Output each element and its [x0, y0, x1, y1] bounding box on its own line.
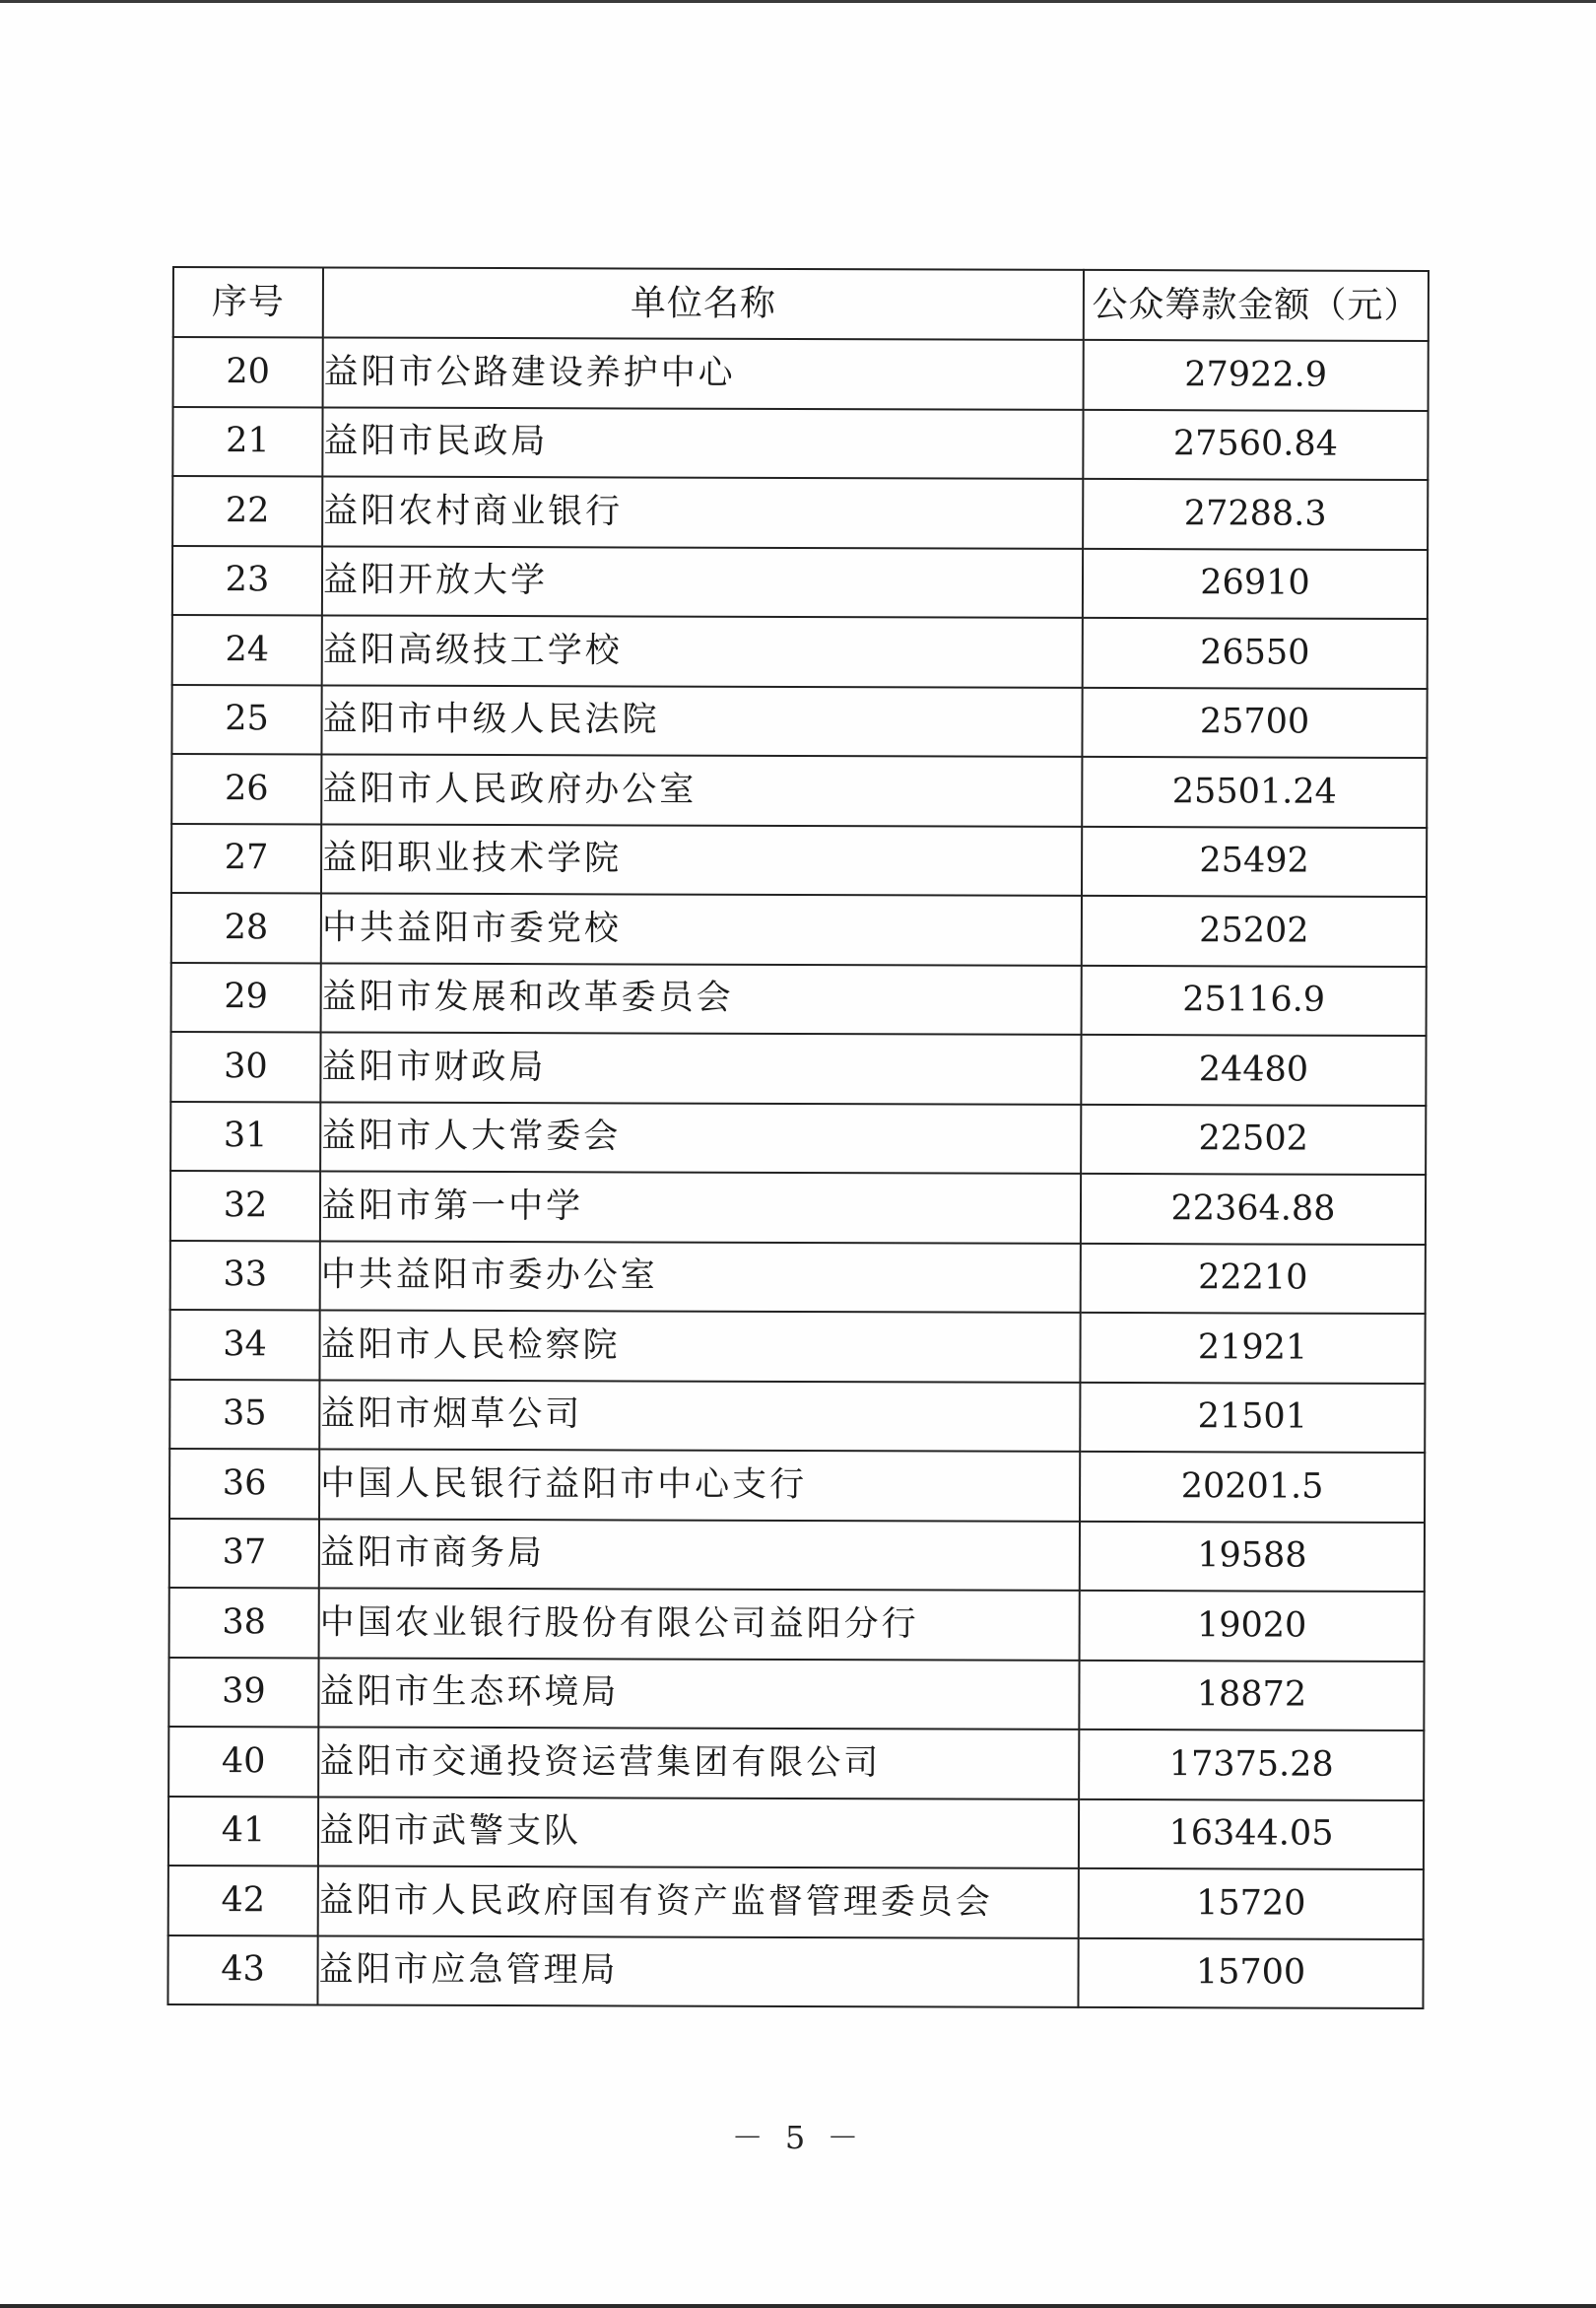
row-donation-amount: 21501: [1080, 1382, 1425, 1453]
row-unit-name: 益阳市应急管理局: [317, 1935, 1078, 2007]
row-serial-number: 20: [173, 337, 323, 407]
row-unit-name: 益阳市人民政府国有资产监督管理委员会: [318, 1866, 1079, 1937]
row-serial-number: 28: [171, 893, 321, 963]
table-row: [168, 1866, 1424, 1939]
row-unit-name: 益阳市交通投资运营集团有限公司: [318, 1727, 1079, 1799]
row-donation-amount: 16344.05: [1079, 1799, 1424, 1869]
row-donation-amount: 15720: [1079, 1868, 1424, 1939]
row-serial-number: 22: [172, 476, 322, 546]
row-serial-number: 30: [170, 1032, 320, 1102]
row-serial-number: 43: [167, 1935, 317, 2004]
row-unit-name: 益阳市生态环境局: [318, 1658, 1079, 1730]
row-serial-number: 37: [169, 1518, 319, 1588]
table-row: [171, 893, 1427, 967]
scan-bottom-edge: [0, 2304, 1596, 2308]
table-row: [169, 1588, 1425, 1662]
row-serial-number: 23: [172, 546, 322, 616]
row-donation-amount: 26910: [1083, 548, 1428, 619]
scan-top-edge: [0, 0, 1596, 3]
row-unit-name: 中共益阳市委办公室: [320, 1241, 1081, 1313]
table-row: [172, 615, 1428, 689]
row-donation-amount: 25700: [1082, 687, 1427, 758]
donation-table: [166, 266, 1430, 2009]
table-row: [173, 337, 1429, 411]
table-row: [170, 1171, 1426, 1245]
table-row: [169, 1310, 1425, 1384]
row-serial-number: 34: [169, 1310, 319, 1380]
row-donation-amount: 26550: [1083, 618, 1428, 689]
table-row: [172, 476, 1428, 550]
table-row: [171, 824, 1427, 898]
table-row: [169, 1379, 1425, 1453]
row-donation-amount: 22364.88: [1081, 1174, 1426, 1245]
table-row: [171, 685, 1427, 759]
row-donation-amount: 19020: [1080, 1591, 1425, 1662]
row-unit-name: 益阳市武警支队: [318, 1797, 1079, 1868]
row-unit-name: 中共益阳市委党校: [321, 893, 1082, 965]
row-unit-name: 益阳市发展和改革委员会: [321, 963, 1082, 1035]
row-unit-name: 益阳市人民政府办公室: [321, 754, 1082, 826]
row-unit-name: 益阳市人民检察院: [319, 1310, 1080, 1382]
row-donation-amount: 25492: [1082, 826, 1427, 897]
row-donation-amount: 27560.84: [1083, 409, 1428, 480]
table-row: [168, 1657, 1424, 1731]
row-serial-number: 35: [169, 1379, 319, 1449]
row-donation-amount: 27288.3: [1083, 479, 1428, 550]
table-row: [169, 1449, 1425, 1523]
row-donation-amount: 22210: [1081, 1243, 1426, 1314]
table-row: [168, 1727, 1424, 1800]
row-serial-number: 24: [172, 615, 322, 685]
row-unit-name: 益阳市人大常委会: [320, 1102, 1081, 1174]
table-row: [170, 1240, 1426, 1314]
row-serial-number: 32: [170, 1171, 320, 1241]
row-unit-name: 中国农业银行股份有限公司益阳分行: [319, 1588, 1080, 1660]
page-number: － 5 －: [731, 2119, 865, 2156]
row-serial-number: 33: [170, 1240, 320, 1310]
row-donation-amount: 19588: [1080, 1521, 1425, 1592]
row-donation-amount: 20201.5: [1080, 1452, 1425, 1523]
row-donation-amount: 25501.24: [1082, 757, 1427, 828]
table-row: [172, 407, 1428, 481]
row-unit-name: 益阳市第一中学: [320, 1171, 1081, 1243]
row-unit-name: 益阳市商务局: [319, 1519, 1080, 1591]
row-unit-name: 益阳市民政局: [322, 407, 1083, 479]
header-unit-name: 单位名称: [323, 267, 1084, 339]
row-unit-name: 益阳高级技工学校: [322, 615, 1083, 687]
row-serial-number: 29: [171, 962, 321, 1032]
table-body: [167, 337, 1428, 2008]
table-row: [171, 754, 1427, 828]
row-donation-amount: 25116.9: [1082, 965, 1427, 1036]
row-donation-amount: 17375.28: [1079, 1730, 1424, 1800]
row-serial-number: 25: [171, 685, 321, 755]
row-serial-number: 41: [168, 1796, 318, 1866]
row-unit-name: 益阳市公路建设养护中心: [323, 337, 1084, 409]
row-serial-number: 31: [170, 1101, 320, 1171]
row-serial-number: 39: [168, 1657, 318, 1727]
row-donation-amount: 18872: [1079, 1660, 1424, 1731]
header-serial-number: 序号: [173, 267, 323, 337]
row-donation-amount: 21921: [1080, 1313, 1425, 1384]
table-header-row: [173, 267, 1429, 341]
table-row: [169, 1518, 1425, 1592]
row-serial-number: 42: [168, 1866, 318, 1935]
row-donation-amount: 15700: [1078, 1937, 1423, 2008]
table-row: [171, 962, 1427, 1036]
row-donation-amount: 27922.9: [1084, 340, 1429, 411]
row-unit-name: 益阳职业技术学院: [321, 824, 1082, 896]
row-unit-name: 益阳开放大学: [322, 546, 1083, 618]
table-row: [167, 1935, 1423, 2008]
table-row: [170, 1032, 1426, 1106]
row-unit-name: 益阳农村商业银行: [322, 476, 1083, 548]
row-donation-amount: 25202: [1082, 896, 1427, 967]
row-unit-name: 益阳市中级人民法院: [321, 685, 1082, 757]
row-serial-number: 40: [168, 1727, 318, 1797]
row-serial-number: 26: [171, 754, 321, 824]
table-row: [168, 1796, 1424, 1869]
row-unit-name: 益阳市烟草公司: [319, 1380, 1080, 1452]
row-donation-amount: 22502: [1081, 1104, 1426, 1175]
row-unit-name: 益阳市财政局: [320, 1032, 1081, 1104]
row-serial-number: 21: [172, 407, 322, 477]
header-donation-amount: 公众筹款金额（元）: [1084, 270, 1429, 341]
row-serial-number: 36: [169, 1449, 319, 1519]
table-row: [172, 546, 1428, 620]
row-serial-number: 38: [169, 1588, 319, 1658]
row-serial-number: 27: [171, 824, 321, 894]
table-row: [170, 1101, 1426, 1175]
row-unit-name: 中国人民银行益阳市中心支行: [319, 1449, 1080, 1521]
row-donation-amount: 24480: [1081, 1035, 1426, 1106]
